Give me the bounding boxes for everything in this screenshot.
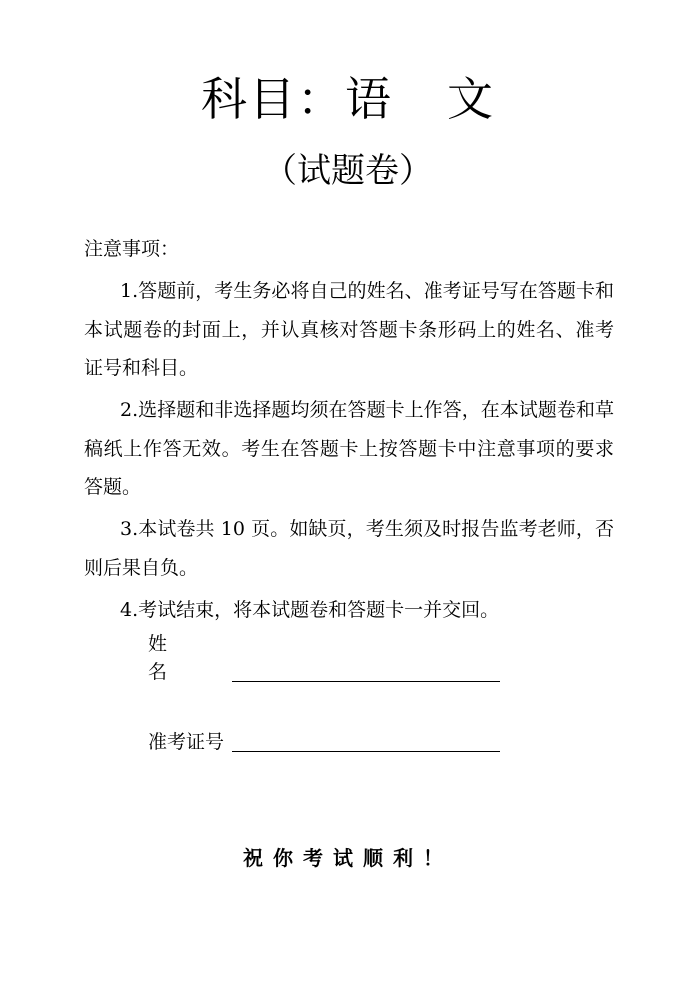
name-blank-line[interactable] — [232, 681, 500, 682]
notice-heading: 注意事项： — [84, 238, 180, 260]
exam-id-label: 准考证号 — [148, 731, 225, 753]
page-title — [0, 68, 696, 130]
notice-item-4: 4.考试结束，将本试题卷和答题卡一并交回。 — [120, 599, 500, 621]
notice-item-1: 1.答题前，考生务必将自己的姓名、准考证号写在答题卡和本试题卷的封面上，并认真核对答题卡条形码上的姓名、准考证号和科目。 — [84, 280, 614, 379]
name-label: 姓名 — [148, 633, 212, 683]
name-field-row — [148, 633, 500, 686]
exam-id-field-row — [148, 726, 500, 756]
page-subtitle: （试题卷） — [263, 151, 433, 191]
notice-item-3: 3.本试卷共 10 页。如缺页，考生须及时报告监考老师，否则后果自负。 — [84, 518, 614, 579]
closing-wish: 祝你考试顺利！ — [243, 846, 453, 870]
exam-id-blank-line[interactable] — [232, 751, 500, 752]
page-title-subject: 科目：语 — [201, 72, 393, 126]
notice-item-2: 2.选择题和非选择题均须在答题卡上作答，在本试题卷和草稿纸上作答无效。考生在答题卡上按答题卡中注意事项的要求答题。 — [84, 399, 614, 498]
page-title-subject-end: 文 — [447, 72, 495, 126]
